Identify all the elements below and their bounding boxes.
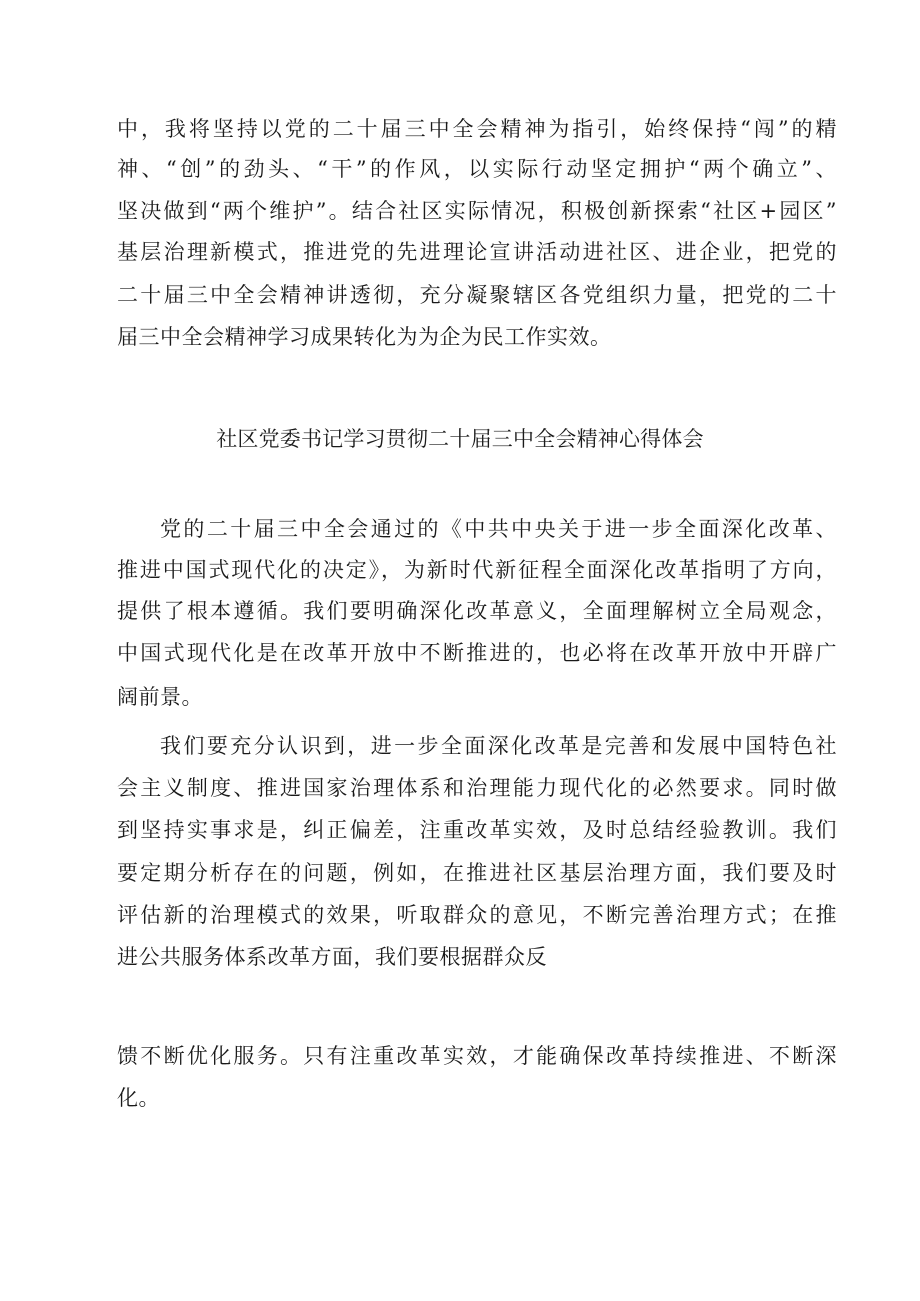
paragraph-1-line-3: 坚决做到“两个维护”。结合社区实际情况，积极创新探索“社区+园区” — [117, 199, 837, 223]
paragraph-3-line-6: 进公共服务体系改革方面，我们要根据群众反 — [117, 945, 547, 969]
paragraph-1-line-6: 届三中全会精神学习成果转化为为企为民工作实效。 — [117, 325, 612, 349]
paragraph-2-line-1: 党的二十届三中全会通过的《中共中央关于进一步全面深化改革、 — [160, 517, 837, 541]
paragraph-3-line-5: 评估新的治理模式的效果，听取群众的意见，不断完善治理方式；在推 — [117, 903, 837, 927]
paragraph-4-line-2: 化。 — [117, 1086, 160, 1110]
paragraph-4-line-1: 馈不断优化服务。只有注重改革实效，才能确保改革持续推进、不断深 — [117, 1044, 837, 1068]
paragraph-2-line-3: 提供了根本遵循。我们要明确深化改革意义，全面理解树立全局观念， — [117, 599, 837, 623]
paragraph-1-line-2: 神、“创”的劲头、“干”的作风，以实际行动坚定拥护“两个确立”、 — [117, 157, 837, 181]
article-title: 社区党委书记学习贯彻二十届三中全会精神心得体会 — [216, 427, 704, 451]
paragraph-2-line-4: 中国式现代化是在改革开放中不断推进的，也必将在改革开放中开辟广 — [117, 641, 837, 665]
paragraph-1-line-4: 基层治理新模式，推进党的先进理论宣讲活动进社区、进企业，把党的 — [117, 240, 837, 264]
paragraph-3-line-1: 我们要充分认识到，进一步全面深化改革是完善和发展中国特色社 — [160, 734, 837, 758]
paragraph-1-line-5: 二十届三中全会精神讲透彻，充分凝聚辖区各党组织力量，把党的二十 — [117, 283, 837, 307]
paragraph-3-line-3: 到坚持实事求是，纠正偏差，注重改革实效，及时总结经验教训。我们 — [117, 818, 837, 842]
paragraph-3-line-4: 要定期分析存在的问题，例如，在推进社区基层治理方面，我们要及时 — [117, 861, 837, 885]
paragraph-1-line-1: 中，我将坚持以党的二十届三中全会精神为指引，始终保持“闯”的精 — [117, 117, 837, 141]
paragraph-2-line-2: 推进中国式现代化的决定》，为新时代新征程全面深化改革指明了方向， — [117, 558, 837, 582]
paragraph-3-line-2: 会主义制度、推进国家治理体系和治理能力现代化的必然要求。同时做 — [117, 776, 837, 800]
paragraph-2-line-5: 阔前景。 — [117, 685, 203, 709]
